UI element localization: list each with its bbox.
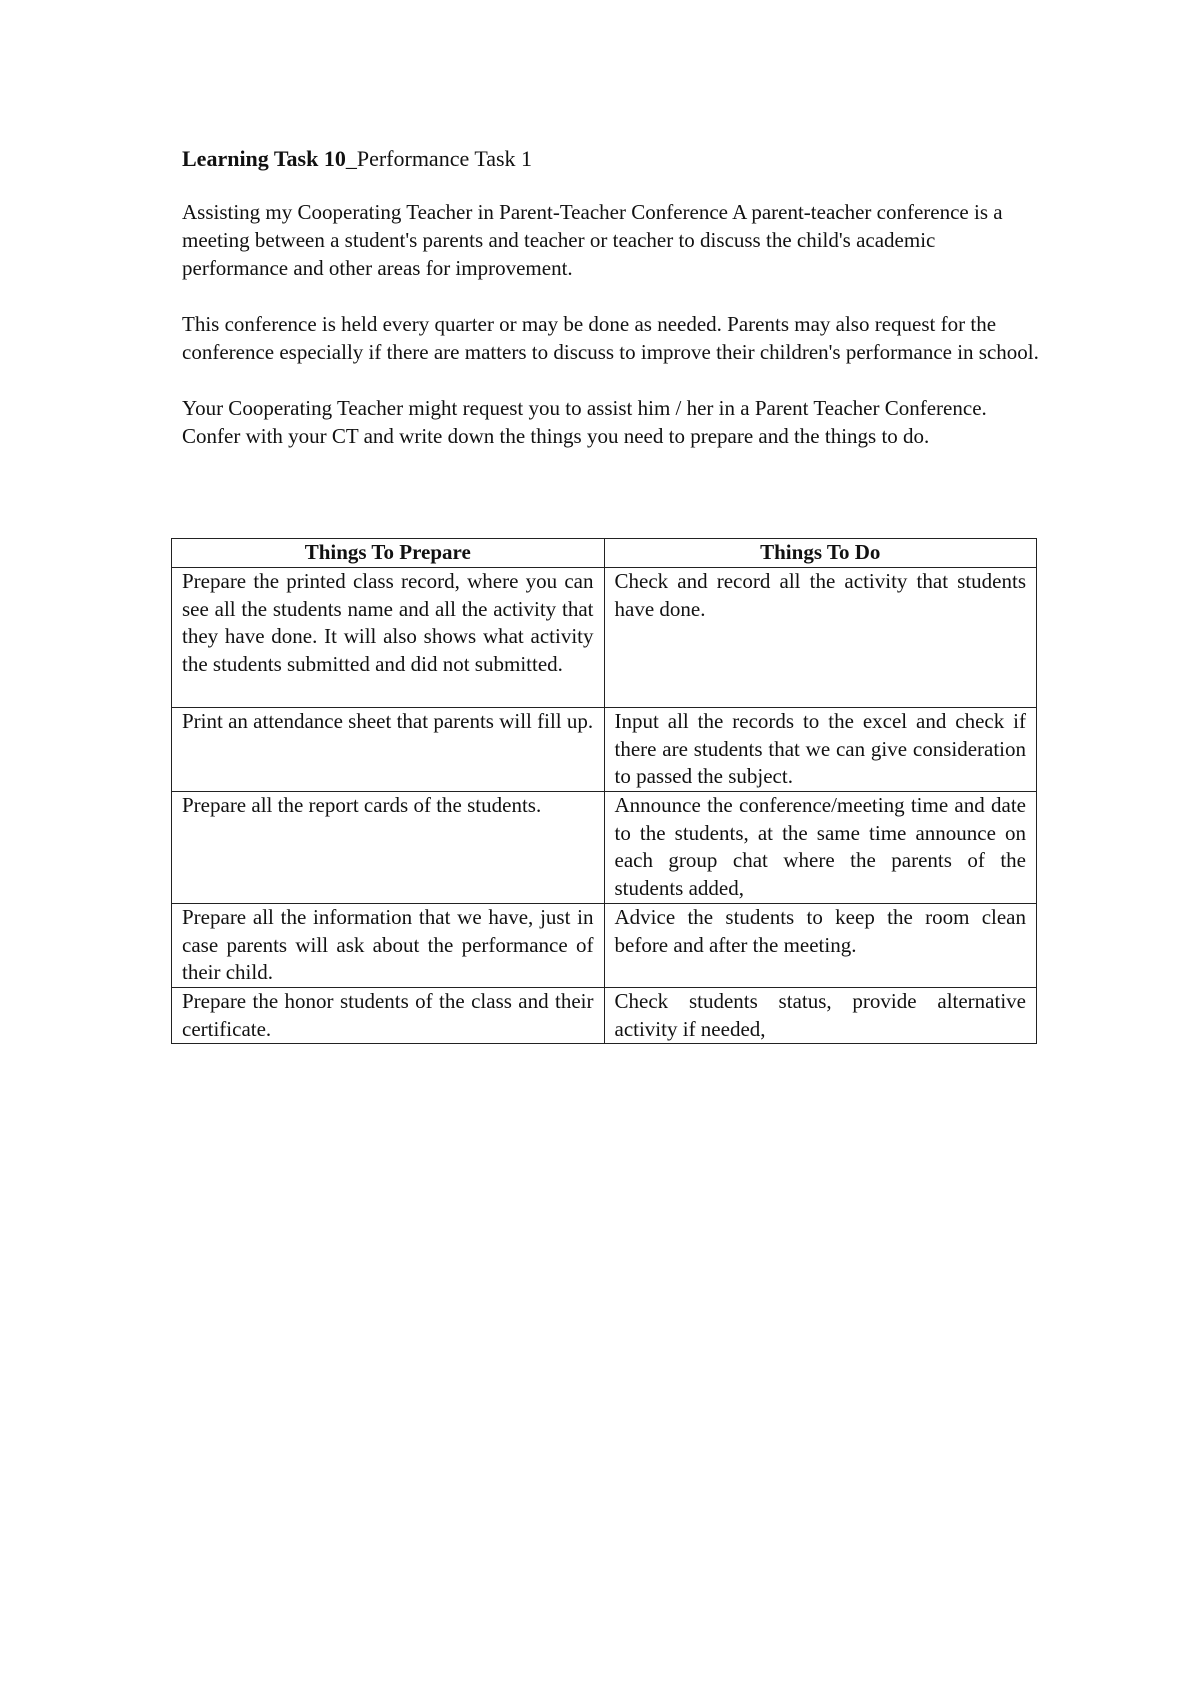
header-things-to-do: Things To Do xyxy=(604,539,1037,568)
todo-cell: Check students status, provide alternative activity if needed, xyxy=(604,988,1037,1044)
tasks-table xyxy=(171,538,1037,1044)
table-header-row xyxy=(172,539,1037,568)
intro-paragraph: Assisting my Cooperating Teacher in Parent-Teacher Conference A parent-teacher conference is a meeting between a student's parents and teacher or teacher to discuss the child's academic performance and other areas for improvement. xyxy=(182,200,1003,280)
table-row xyxy=(172,708,1037,792)
table-row xyxy=(172,568,1037,708)
document-title xyxy=(182,145,1040,173)
table-row xyxy=(172,904,1037,988)
document-body xyxy=(182,145,1040,478)
title-rest-part: _Performance Task 1 xyxy=(345,146,533,171)
table-row xyxy=(172,792,1037,904)
title-bold-part: Learning Task 10 xyxy=(182,146,346,171)
schedule-paragraph: This conference is held every quarter or may be done as needed. Parents may also request for the conference especially if there are matters to discuss to improve their children's performance in school. xyxy=(182,312,1039,364)
prepare-cell: Print an attendance sheet that parents will fill up. xyxy=(172,708,605,792)
todo-cell: Check and record all the activity that students have done. xyxy=(604,568,1037,708)
todo-cell: Input all the records to the excel and check if there are students that we can give consideration to passed the subject. xyxy=(604,708,1037,792)
instruction-paragraph: Your Cooperating Teacher might request you to assist him / her in a Parent Teacher Conference. Confer with your CT and write down the things you need to prepare and the things to do. xyxy=(182,396,987,448)
prepare-cell: Prepare the printed class record, where you can see all the students name and all the activity that they have done. It will also shows what activity the students submitted and did not submitted. xyxy=(172,568,605,708)
prepare-cell: Prepare all the report cards of the students. xyxy=(172,792,605,904)
header-things-to-prepare: Things To Prepare xyxy=(172,539,605,568)
prepare-cell: Prepare all the information that we have, just in case parents will ask about the performance of their child. xyxy=(172,904,605,988)
table-row xyxy=(172,988,1037,1044)
prepare-cell: Prepare the honor students of the class and their certificate. xyxy=(172,988,605,1044)
todo-cell: Advice the students to keep the room clean before and after the meeting. xyxy=(604,904,1037,988)
todo-cell: Announce the conference/meeting time and date to the students, at the same time announce on each group chat where the parents of the students added, xyxy=(604,792,1037,904)
